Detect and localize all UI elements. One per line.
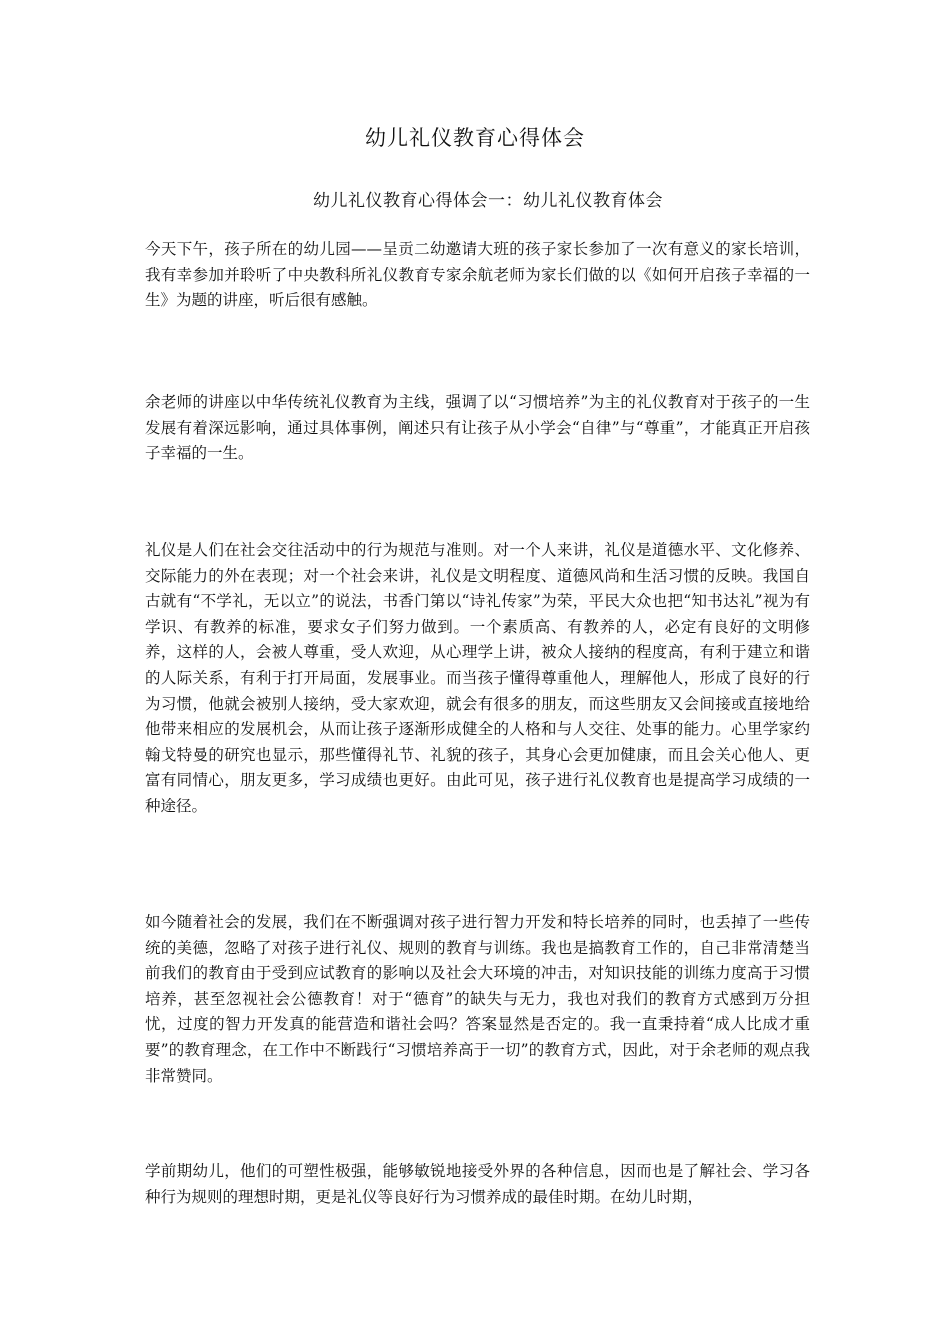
paragraph-2: 余老师的讲座以中华传统礼仪教育为主线，强调了以“习惯培养”为主的礼仪教育对于孩子的一生发展有着深远影响，通过具体事例，阐述只有让孩子从小学会“自律”与“尊重”，才能真正开启孩子幸福的一生。 [145, 393, 810, 463]
paragraph-4: 如今随着社会的发展，我们在不断强调对孩子进行智力开发和特长培养的同时，也丢掉了一些传统的美德，忽略了对孩子进行礼仪、规则的教育与训练。我也是搞教育工作的，自己非常清楚当前我们的教育由于受到应试教育的影响以及社会大环境的冲击，对知识技能的训练力度高于习惯培养，甚至忽视社会公德教育！对于“德育”的缺失与无力，我也对我们的教育方式感到万分担忧，过度的智力开发真的能营造和谐社会吗？答案显然是否定的。我一直秉持着“成人比成才重要”的教育理念，在工作中不断践行“习惯培养高于一切”的教育方式，因此，对于余老师的观点我非常赞同。 [145, 913, 810, 1085]
document-title: 幼儿礼仪教育心得体会 [365, 126, 585, 150]
paragraph-3: 礼仪是人们在社会交往活动中的行为规范与准则。对一个人来讲，礼仪是道德水平、文化修养、交际能力的外在表现；对一个社会来讲，礼仪是文明程度、道德风尚和生活习惯的反映。我国自古就有“不学礼，无以立”的说法，书香门第以“诗礼传家”为荣，平民大众也把“知书达礼”视为有学识、有教养的标准，要求女子们努力做到。一个素质高、有教养的人，必定有良好的文明修养，这样的人，会被人尊重，受人欢迎，从心理学上讲，被众人接纳的程度高，有利于建立和谐的人际关系，有利于打开局面，发展事业。而当孩子懂得尊重他人，理解他人，形成了良好的行为习惯，他就会被别人接纳，受大家欢迎，就会有很多的朋友，而这些朋友又会间接或直接地给他带来相应的发展机会，从而让孩子逐渐形成健全的人格和与人交往、处事的能力。心里学家约翰戈特曼的研究也显示，那些懂得礼节、礼貌的孩子，其身心会更加健康，而且会关心他人、更富有同情心，朋友更多，学习成绩也更好。由此可见，孩子进行礼仪教育也是提高学习成绩的一种途径。 [145, 541, 810, 815]
paragraph-1: 今天下午，孩子所在的幼儿园——呈贡二幼邀请大班的孩子家长参加了一次有意义的家长培训，我有幸参加并聆听了中央教科所礼仪教育专家余航老师为家长们做的以《如何开启孩子幸福的一生》为题的讲座，听后很有感触。 [145, 240, 810, 310]
document-subtitle: 幼儿礼仪教育心得体会一：幼儿礼仪教育体会 [313, 191, 663, 211]
paragraph-5: 学前期幼儿，他们的可塑性极强，能够敏锐地接受外界的各种信息，因而也是了解社会、学习各种行为规则的理想时期，更是礼仪等良好行为习惯养成的最佳时期。在幼儿时期， [145, 1162, 810, 1206]
